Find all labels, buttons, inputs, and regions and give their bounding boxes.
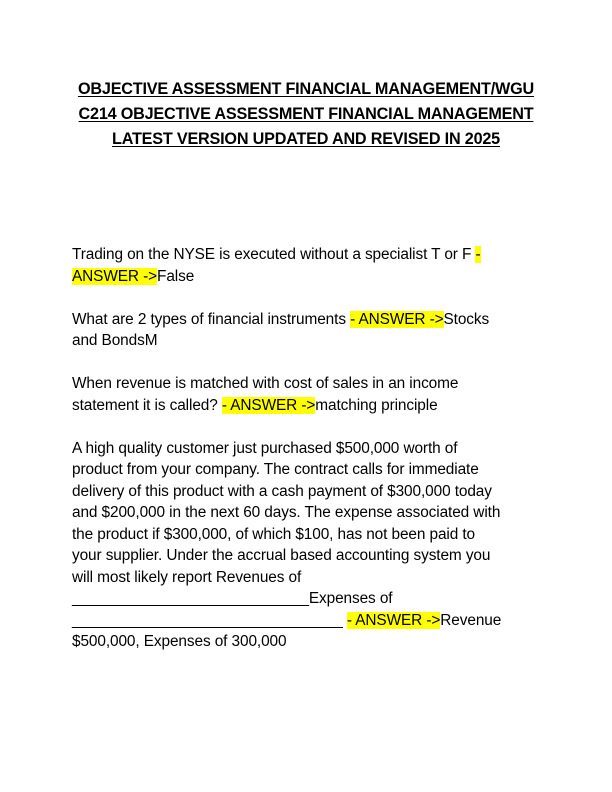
qa-line [72, 244, 552, 266]
question-text: product from your company. The contract calls for immediate [72, 461, 479, 478]
qa-line [72, 481, 552, 503]
qa-line [72, 588, 552, 610]
qa-item [72, 373, 552, 416]
answer-text: Revenue [440, 611, 502, 629]
qa-line [72, 266, 552, 288]
answer-marker: - ANSWER -> [350, 310, 444, 328]
question-text: your supplier. Under the accrual based accounting system you [72, 547, 491, 564]
question-text: and $200,000 in the next 60 days. The expense associated with [72, 504, 501, 521]
title-line: OBJECTIVE ASSESSMENT FINANCIAL MANAGEMENT/WGU [78, 80, 534, 98]
qa-line [72, 330, 552, 352]
question-text: delivery of this product with a cash payment of $300,000 today [72, 482, 492, 500]
question-text: Trading on the NYSE is executed without a specialist T or F [72, 246, 476, 263]
question-text: ____________________________Expenses of [72, 590, 393, 607]
answer-marker: - [475, 246, 481, 263]
question-text: $500,000, Expenses of 300,000 [72, 633, 287, 650]
qa-line [72, 395, 552, 417]
qa-line [72, 459, 552, 481]
qa-line [72, 631, 552, 653]
qa-line [72, 438, 552, 460]
question-text: ________________________________ [72, 611, 347, 629]
answer-text: Stocks [443, 310, 490, 328]
qa-line [72, 309, 552, 331]
question-text: What are 2 types of financial instruments [72, 310, 351, 328]
question-text: will most likely report Revenues of [72, 568, 302, 586]
question-text: A high quality customer just purchased $500,000 worth of [72, 439, 458, 457]
qa-line [72, 373, 552, 395]
qa-list [72, 244, 552, 674]
title-line: LATEST VERSION UPDATED AND REVISED IN 2025 [112, 130, 500, 148]
question-text: and BondsM [72, 332, 158, 349]
title-line: C214 OBJECTIVE ASSESSMENT FINANCIAL MANAGEMENT [78, 105, 534, 123]
qa-line [72, 567, 552, 589]
qa-line [72, 545, 552, 567]
qa-line [72, 502, 552, 524]
qa-item [72, 438, 552, 653]
qa-line [72, 524, 552, 546]
answer-marker: - ANSWER -> [221, 396, 316, 414]
answer-marker: ANSWER -> [72, 267, 158, 285]
document-title [60, 77, 552, 152]
qa-item [72, 309, 552, 352]
qa-item [72, 244, 552, 287]
question-text: statement it is called? [72, 396, 222, 414]
question-text: the product if $300,000, of which $100, has not been paid to [72, 525, 476, 543]
answer-text: matching principle [315, 396, 438, 414]
question-text: When revenue is matched with cost of sales in an income [72, 375, 459, 392]
answer-marker: - ANSWER -> [346, 611, 441, 629]
qa-line [72, 610, 552, 632]
answer-text: False [157, 267, 195, 285]
